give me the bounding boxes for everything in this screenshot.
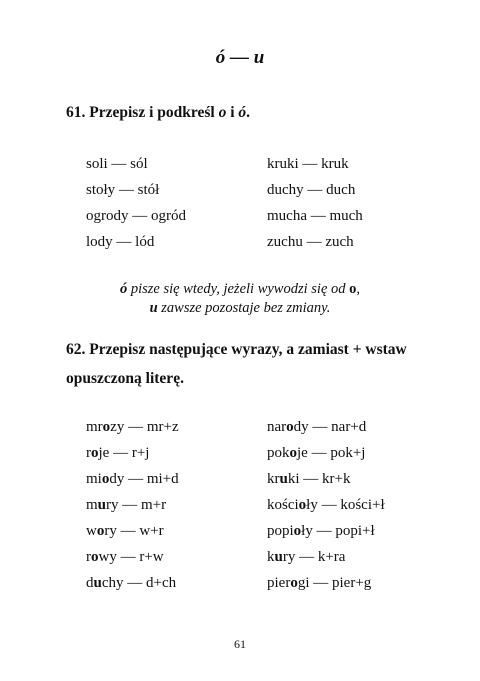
word-part: k xyxy=(267,549,275,565)
word-part: ry — m+r xyxy=(106,497,167,513)
vowel: u xyxy=(93,575,102,591)
word-part: kości xyxy=(267,497,299,513)
word-part: je — r+j xyxy=(98,445,150,461)
letter-o: o xyxy=(218,104,227,121)
ex62-item-left xyxy=(86,445,149,462)
ex61-pair-right: zuchu — zuch xyxy=(267,234,354,250)
ex62-item-right xyxy=(267,419,366,436)
word-part: mi xyxy=(86,471,102,487)
ex61-pair-left: stoły — stół xyxy=(86,182,160,198)
vowel: o xyxy=(91,549,99,565)
rule-letter-o: o xyxy=(349,281,357,297)
word-part: d xyxy=(86,575,94,591)
ex62-item-right xyxy=(267,549,345,566)
word-part: ły — kości+ł xyxy=(306,497,385,513)
vowel: u xyxy=(279,471,288,487)
vowel: o xyxy=(91,445,99,461)
word-part: ry — k+ra xyxy=(282,549,346,565)
word-part: w xyxy=(86,523,97,539)
vowel: u xyxy=(274,549,283,565)
vowel: o xyxy=(298,497,307,513)
exercise-61-heading xyxy=(66,104,250,122)
ex62-item-left xyxy=(86,549,164,566)
word-part: gi — pier+g xyxy=(297,575,372,591)
word-part: kr xyxy=(267,471,280,487)
ex62-item-left xyxy=(86,497,166,514)
word-part: ły — popi+ł xyxy=(301,523,375,539)
word-part: r xyxy=(86,549,91,565)
word-part: nar xyxy=(267,419,287,435)
exercise-61-heading-text: 61. Przepisz i podkreśl xyxy=(66,104,219,121)
letter-o-acute: ó xyxy=(238,104,247,121)
word-part: popi xyxy=(267,523,294,539)
page-title: ó — u xyxy=(215,47,265,68)
conjunction: i xyxy=(226,104,239,121)
heading-period: . xyxy=(246,104,250,121)
vowel: o xyxy=(290,575,298,591)
word-part: chy — d+ch xyxy=(101,575,177,591)
exercise-62-heading-line-2: opuszczoną literę. xyxy=(66,370,184,387)
word-part: ry — w+r xyxy=(104,523,164,539)
ex61-pair-right: kruki — kruk xyxy=(267,156,349,172)
rule-letter-u: u xyxy=(149,300,158,316)
ex62-item-left xyxy=(86,523,164,540)
ex61-pair-right: duchy — duch xyxy=(267,182,356,198)
ex61-pair-left: ogrody — ogród xyxy=(86,208,186,224)
ex62-item-right xyxy=(267,575,371,592)
vowel: o xyxy=(293,523,302,539)
vowel: o xyxy=(289,445,297,461)
exercise-62-heading-line-1: 62. Przepisz następujące wyrazy, a zamiast + wstaw xyxy=(66,341,407,358)
ex62-item-left xyxy=(86,471,179,488)
word-part: wy — r+w xyxy=(98,549,164,565)
ex62-item-right xyxy=(267,523,375,540)
word-part: dy — nar+d xyxy=(293,419,367,435)
word-part: r xyxy=(86,445,91,461)
vowel: o xyxy=(101,471,110,487)
rule-text: zawsze pozostaje bez zmiany. xyxy=(157,300,331,316)
word-part: pok xyxy=(267,445,290,461)
vowel: u xyxy=(97,497,107,513)
word-part: ki — kr+k xyxy=(287,471,351,487)
rule-letter-o-acute: ó xyxy=(119,281,128,297)
vowel: o xyxy=(102,419,111,435)
vowel: o xyxy=(286,419,294,435)
rule-comma: , xyxy=(356,281,361,297)
word-part: zy — mr+z xyxy=(110,419,179,435)
rule-line-1 xyxy=(0,281,480,298)
word-part: pier xyxy=(267,575,291,591)
vowel: o xyxy=(96,523,105,539)
page-number: 61 xyxy=(234,637,246,651)
word-part: je — pok+j xyxy=(297,445,366,461)
ex62-item-left xyxy=(86,575,176,592)
ex61-pair-left: soli — sól xyxy=(86,156,148,172)
word-part: dy — mi+d xyxy=(109,471,179,487)
ex62-item-right xyxy=(267,471,350,488)
word-part: m xyxy=(86,497,98,513)
word-part: mr xyxy=(86,419,103,435)
rule-text: pisze się wtedy, jeżeli wywodzi się od xyxy=(127,281,350,297)
ex61-pair-left: lody — lód xyxy=(86,234,155,250)
ex62-item-right xyxy=(267,445,365,462)
rule-line-2 xyxy=(0,300,480,317)
ex61-pair-right: mucha — much xyxy=(267,208,363,224)
ex62-item-right xyxy=(267,497,385,514)
ex62-item-left xyxy=(86,419,179,436)
